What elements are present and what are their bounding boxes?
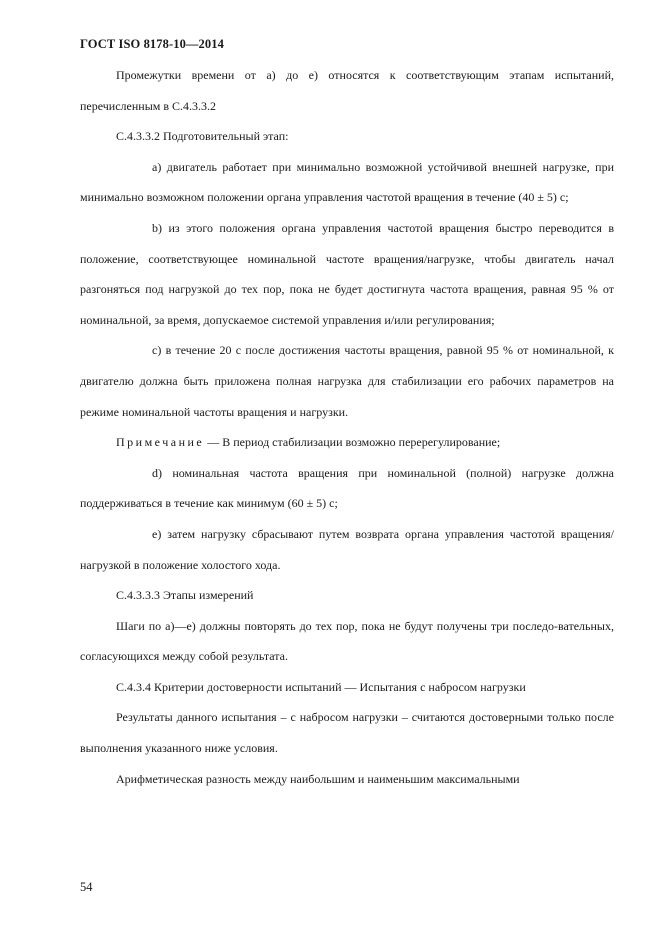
paragraph-text: двигатель работает при минимально возможной устойчивой внешней нагрузке, при минимально возможном положении органа управления частотой вращения в течение (40 ± 5) с; bbox=[80, 159, 614, 205]
section-heading-c4332 bbox=[80, 121, 614, 152]
list-item-e bbox=[80, 519, 614, 580]
note-label: Примечание bbox=[116, 435, 205, 450]
section-heading-c4333 bbox=[80, 580, 614, 611]
list-label: d) bbox=[152, 465, 162, 480]
paragraph-text: — В период стабилизации возможно перерегулирование; bbox=[204, 435, 501, 450]
paragraph-text: в течение 20 с после достижения частоты вращения, равной 95 % от номинальной, к двигателю должна быть приложена полная нагрузка для стабилизации его рабочих параметров на режиме номинальной частоты вращения и нагрузки. bbox=[80, 343, 615, 419]
list-label: b) bbox=[152, 220, 162, 235]
paragraph-intervals bbox=[80, 60, 614, 121]
list-item-b bbox=[80, 213, 614, 335]
note-paragraph bbox=[80, 427, 614, 458]
page-number: 54 bbox=[80, 880, 93, 894]
paragraph-text: Арифметическая разность между наибольшим и наименьшим максимальными bbox=[116, 771, 520, 786]
list-item-d bbox=[80, 458, 614, 519]
paragraph-text: С.4.3.3.3 Этапы измерений bbox=[116, 588, 254, 603]
paragraph-text: С.4.3.3.2 Подготовительный этап: bbox=[116, 129, 289, 144]
list-label: a) bbox=[152, 159, 162, 174]
list-item-a bbox=[80, 152, 614, 213]
paragraph-text: из этого положения органа управления частотой вращения быстро переводится в положение, соответствующее номинальной частоте вращения/нагрузке, чтобы двигатель начал разгоняться под нагрузкой до тех пор, пока не будет достигнута частота вращения, равная 95 % от номинальной, за время, допускаемое системой управления и/или регулирования; bbox=[80, 220, 615, 327]
paragraph-steps-repeat bbox=[80, 611, 614, 672]
section-heading-c434 bbox=[80, 672, 614, 703]
paragraph-arithmetic-difference bbox=[80, 764, 614, 795]
document-header: ГОСТ ISO 8178-10—2014 bbox=[80, 37, 224, 51]
paragraph-results bbox=[80, 702, 614, 763]
paragraph-text: затем нагрузку сбрасывают путем возврата органа управления частотой вращения/нагрузкой в положение холостого хода. bbox=[80, 526, 615, 572]
list-item-c bbox=[80, 335, 614, 427]
document-body bbox=[80, 60, 614, 794]
paragraph-text: номинальная частота вращения при номинальной (полной) нагрузке должна поддерживаться в течение как минимум (60 ± 5) с; bbox=[80, 465, 614, 511]
paragraph-text: Промежутки времени от a) до e) относятся к соответствующим этапам испытаний, перечисленным в С.4.3.3.2 bbox=[80, 68, 614, 113]
paragraph-text: Результаты данного испытания – с набросом нагрузки – считаются достоверными только после выполнения указанного ниже условия. bbox=[80, 710, 614, 756]
paragraph-text: С.4.3.4 Критерии достоверности испытаний — Испытания с набросом нагрузки bbox=[116, 679, 526, 694]
paragraph-text: Шаги по a)—e) должны повторять до тех пор, пока не будут получены три последо-вательных, согласующихся между собой результата. bbox=[80, 618, 614, 664]
list-label: c) bbox=[152, 343, 162, 358]
list-label: e) bbox=[152, 526, 162, 541]
